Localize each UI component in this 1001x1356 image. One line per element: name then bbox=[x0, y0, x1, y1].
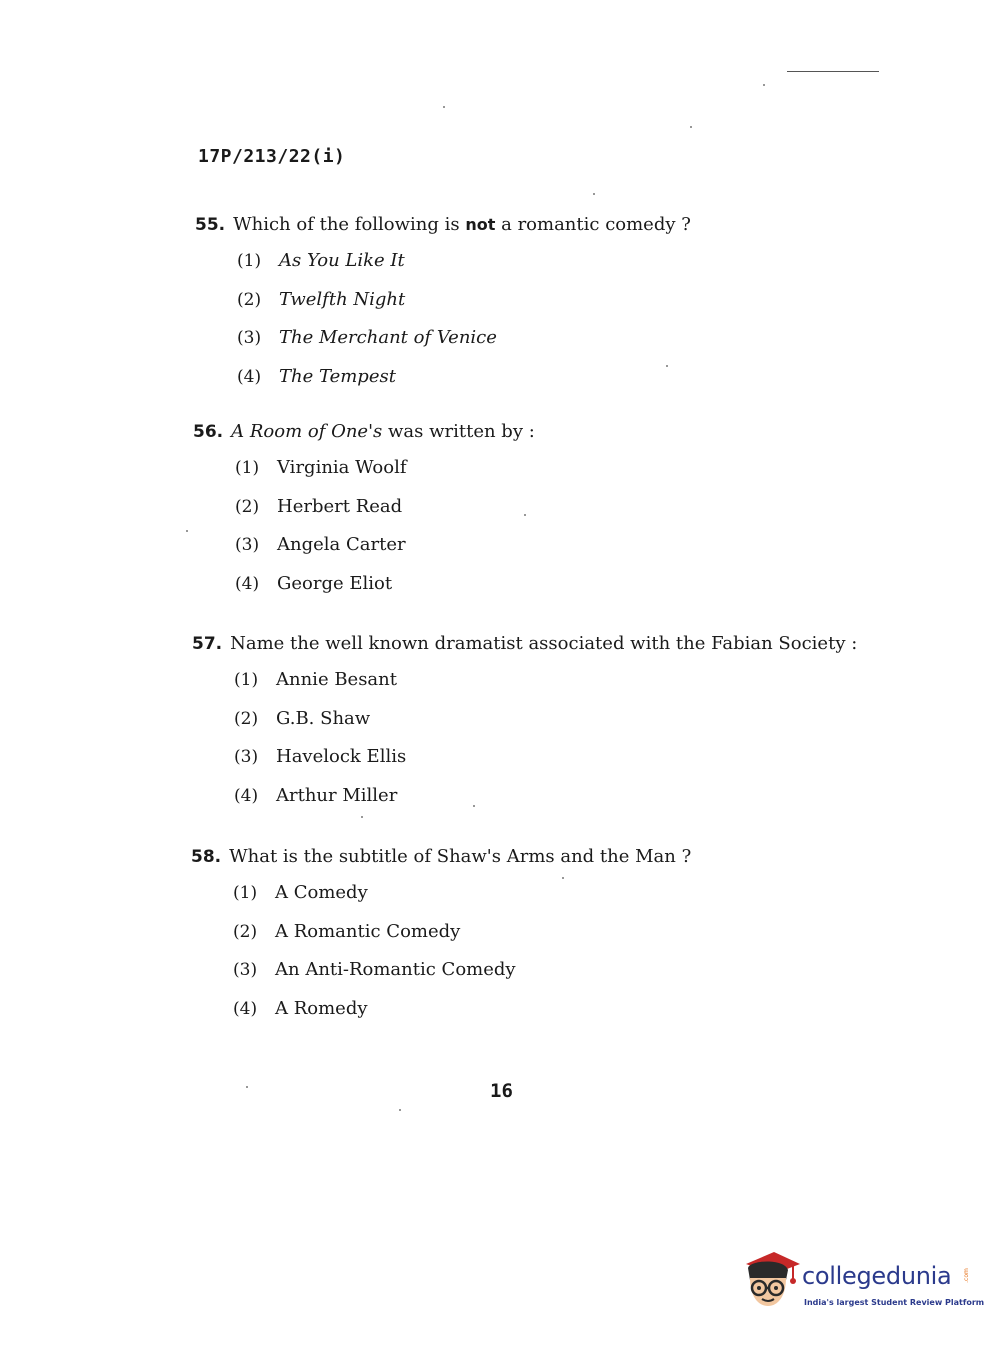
option-text: A Romedy bbox=[275, 997, 368, 1019]
option-number: (3) bbox=[235, 535, 260, 555]
option-2 bbox=[195, 276, 835, 315]
option-number: (1) bbox=[234, 670, 259, 690]
option-text: Havelock Ellis bbox=[276, 746, 407, 767]
option-list bbox=[191, 869, 831, 1023]
option-1 bbox=[192, 656, 832, 695]
page-number: 16 bbox=[490, 1080, 513, 1102]
stem-title: A Room of One's bbox=[231, 421, 383, 442]
option-text: George Eliot bbox=[277, 572, 393, 594]
option-3 bbox=[195, 314, 835, 353]
scan-speck bbox=[399, 1109, 401, 1111]
question-57 bbox=[192, 632, 858, 810]
option-4 bbox=[195, 353, 835, 392]
option-number: (3) bbox=[234, 747, 259, 767]
option-number: (4) bbox=[234, 785, 259, 806]
option-number: (2) bbox=[235, 496, 260, 517]
brand-tagline: India's largest Student Review Platform bbox=[804, 1298, 985, 1307]
option-list bbox=[195, 237, 835, 391]
option-number: (4) bbox=[237, 366, 262, 387]
option-number: (1) bbox=[235, 458, 260, 478]
option-number: (2) bbox=[237, 289, 262, 310]
option-text: A Romantic Comedy bbox=[275, 920, 461, 942]
option-text: The Merchant of Venice bbox=[279, 327, 497, 348]
option-number: (2) bbox=[233, 921, 258, 942]
option-4 bbox=[191, 985, 831, 1024]
option-text: G.B. Shaw bbox=[276, 707, 371, 729]
option-list bbox=[192, 656, 832, 810]
option-4 bbox=[193, 560, 833, 599]
question-56 bbox=[193, 420, 833, 598]
option-3 bbox=[192, 733, 832, 772]
option-number: (3) bbox=[233, 960, 258, 980]
option-1 bbox=[195, 237, 835, 276]
scan-speck bbox=[690, 126, 692, 128]
option-3 bbox=[191, 946, 831, 985]
option-text: An Anti-Romantic Comedy bbox=[275, 959, 516, 980]
option-1 bbox=[193, 444, 833, 483]
scan-speck bbox=[361, 816, 363, 818]
paper-code: 17P/213/22(i) bbox=[198, 146, 346, 167]
option-2 bbox=[191, 908, 831, 947]
watermark-logo[interactable] bbox=[740, 1250, 985, 1320]
scan-speck bbox=[443, 106, 445, 108]
option-text: Twelfth Night bbox=[279, 288, 406, 310]
option-2 bbox=[192, 695, 832, 734]
option-list bbox=[193, 444, 833, 598]
stem-text: a romantic comedy ? bbox=[495, 214, 691, 235]
scan-speck bbox=[593, 193, 595, 195]
question-stem bbox=[195, 213, 835, 237]
option-text: Virginia Woolf bbox=[277, 457, 407, 478]
question-55 bbox=[195, 213, 835, 391]
stem-text: Which of the following is bbox=[233, 214, 466, 235]
option-number: (4) bbox=[235, 573, 260, 594]
question-stem bbox=[193, 420, 833, 444]
scan-speck bbox=[246, 1086, 248, 1088]
question-number: 55. bbox=[195, 215, 226, 235]
option-text: Herbert Read bbox=[277, 495, 403, 517]
option-text: The Tempest bbox=[279, 365, 396, 387]
scan-speck bbox=[186, 530, 188, 532]
question-stem bbox=[192, 632, 858, 656]
option-text: Annie Besant bbox=[276, 669, 397, 690]
question-58 bbox=[191, 845, 831, 1023]
stem-text: Name the well known dramatist associated with the Fabian Society : bbox=[230, 633, 858, 654]
option-number: (1) bbox=[237, 251, 262, 271]
stem-text: was written by : bbox=[382, 421, 535, 442]
option-number: (3) bbox=[237, 328, 262, 348]
top-rule bbox=[787, 71, 879, 72]
option-number: (1) bbox=[233, 883, 258, 903]
option-3 bbox=[193, 521, 833, 560]
brand-domain: .com bbox=[962, 1268, 970, 1283]
option-2 bbox=[193, 483, 833, 522]
question-number: 56. bbox=[193, 422, 224, 442]
option-1 bbox=[191, 869, 831, 908]
question-number: 57. bbox=[192, 634, 223, 654]
question-stem bbox=[191, 845, 831, 869]
option-text: Angela Carter bbox=[277, 534, 406, 555]
question-number: 58. bbox=[191, 847, 222, 867]
option-text: Arthur Miller bbox=[276, 784, 398, 806]
stem-text: What is the subtitle of Shaw's Arms and the Man ? bbox=[229, 846, 692, 867]
option-text: As You Like It bbox=[279, 250, 405, 271]
option-text: A Comedy bbox=[275, 882, 368, 903]
option-4 bbox=[192, 772, 832, 811]
stem-emphasis: not bbox=[465, 215, 496, 234]
option-number: (2) bbox=[234, 708, 259, 729]
scan-speck bbox=[763, 84, 765, 86]
option-number: (4) bbox=[233, 998, 258, 1019]
graduate-mascot-icon bbox=[740, 1250, 802, 1312]
brand-name: collegedunia bbox=[802, 1262, 952, 1290]
